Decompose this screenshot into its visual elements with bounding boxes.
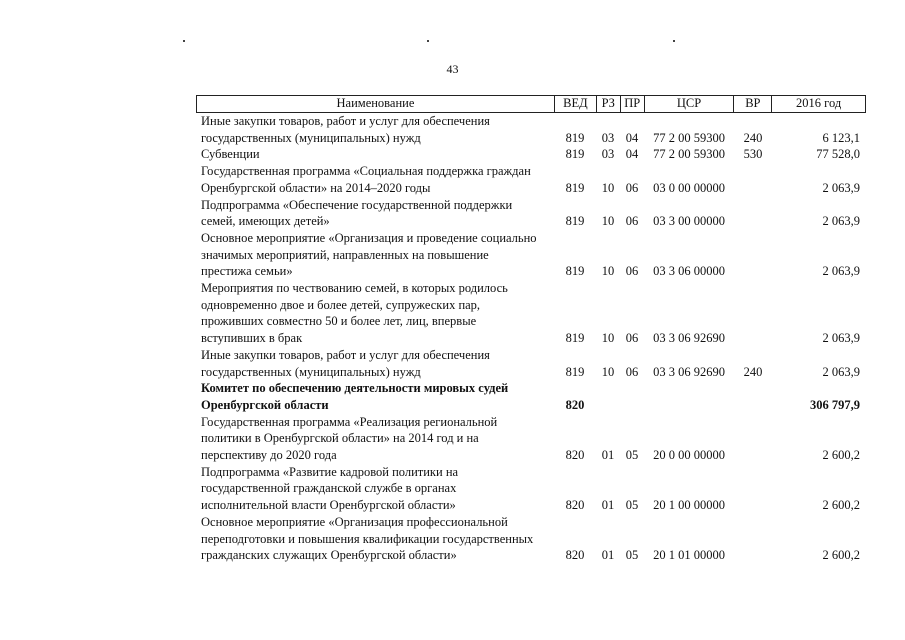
row-csr: 77 2 00 59300 — [653, 147, 725, 162]
row-csr: 03 3 06 00000 — [653, 264, 725, 279]
row-ved: 819 — [565, 130, 585, 145]
header-pr: ПР — [620, 96, 644, 112]
row-rz: 03 — [601, 130, 615, 145]
row-rz: 01 — [601, 498, 615, 513]
row-amount: 2 600,2 — [822, 548, 860, 563]
table-row — [196, 197, 866, 230]
row-csr: 03 3 00 00000 — [653, 214, 725, 229]
row-amount: 2 600,2 — [822, 448, 860, 463]
row-name: Иные закупки товаров, работ и услуг для обеспечения государственных (муниципальных) нужд — [201, 114, 490, 145]
row-name: Комитет по обеспечению деятельности мировых судей Оренбургской области — [201, 381, 509, 412]
table-row — [196, 163, 866, 196]
row-vr: 530 — [743, 147, 763, 162]
page-number: 43 — [446, 62, 459, 76]
row-amount: 2 063,9 — [822, 331, 860, 346]
header-vr: ВР — [733, 96, 771, 112]
row-vr: 240 — [743, 130, 763, 145]
row-amount: 2 063,9 — [822, 264, 860, 279]
row-name: Мероприятия по чествованию семей, в которых родилось одновременно двое и более детей, супружеских пар, проживших совместно 50 и более лет, лиц, впервые вступивших в брак — [201, 281, 508, 346]
row-rz: 10 — [601, 364, 615, 379]
row-name: Субвенции — [201, 147, 260, 162]
table-row — [196, 414, 866, 464]
header-csr: ЦСР — [644, 96, 734, 112]
row-amount: 2 600,2 — [822, 498, 860, 513]
row-amount: 6 123,1 — [822, 130, 860, 145]
row-name: Государственная программа «Социальная поддержка граждан Оренбургской области» на 2014–2020 годы — [201, 164, 531, 195]
row-rz: 10 — [601, 331, 615, 346]
row-csr: 03 3 06 92690 — [653, 331, 725, 346]
row-pr: 04 — [625, 147, 639, 162]
row-csr: 20 1 00 00000 — [653, 498, 725, 513]
row-rz: 01 — [601, 448, 615, 463]
scan-dot — [183, 40, 185, 42]
table-row — [196, 280, 866, 347]
row-pr: 06 — [625, 331, 639, 346]
row-name: Подпрограмма «Развитие кадровой политики на государственной гражданской службе в органах исполнительной власти Оренбургской области» — [201, 464, 459, 513]
table-row — [196, 347, 866, 380]
table-row — [196, 464, 866, 514]
table-row — [196, 113, 866, 146]
row-vr: 240 — [743, 364, 763, 379]
row-ved: 819 — [565, 264, 585, 279]
row-ved: 819 — [565, 364, 585, 379]
row-pr: 05 — [625, 498, 639, 513]
row-ved: 820 — [565, 448, 585, 463]
scan-dot — [673, 40, 675, 42]
row-pr: 05 — [625, 548, 639, 563]
row-amount: 2 063,9 — [822, 214, 860, 229]
row-ved: 820 — [565, 397, 585, 412]
row-pr: 06 — [625, 264, 639, 279]
table-row — [196, 146, 866, 163]
row-name: Государственная программа «Реализация региональной политики в Оренбургской области» на 2014 год и на перспективу до 2020 года — [201, 414, 498, 463]
row-pr: 05 — [625, 448, 639, 463]
row-ved: 819 — [565, 147, 585, 162]
row-amount: 2 063,9 — [822, 364, 860, 379]
scan-dot — [427, 40, 429, 42]
row-amount: 77 528,0 — [816, 147, 860, 162]
row-ved: 820 — [565, 548, 585, 563]
row-rz: 10 — [601, 180, 615, 195]
row-ved: 819 — [565, 214, 585, 229]
header-ved: ВЕД — [554, 96, 596, 112]
table-row — [196, 514, 866, 564]
table-body — [196, 113, 866, 564]
row-csr: 20 1 01 00000 — [653, 548, 725, 563]
budget-table — [196, 95, 866, 564]
row-csr: 03 0 00 00000 — [653, 180, 725, 195]
table-header — [196, 95, 866, 113]
row-rz: 01 — [601, 548, 615, 563]
header-amount: 2016 год — [771, 96, 865, 112]
row-ved: 819 — [565, 180, 585, 195]
row-csr: 03 3 06 92690 — [653, 364, 725, 379]
header-name: Наименование — [336, 96, 415, 110]
row-name: Иные закупки товаров, работ и услуг для обеспечения государственных (муниципальных) нужд — [201, 347, 490, 379]
table-row — [196, 230, 866, 280]
row-name: Основное мероприятие «Организация и проведение социально значимых мероприятий, направленных на повышение престижа семьи» — [201, 230, 537, 279]
row-name: Основное мероприятие «Организация профессиональной переподготовки и повышения квалификации государственных гражданских служащих Оренбургской области» — [201, 514, 534, 563]
row-amount: 306 797,9 — [810, 397, 860, 412]
row-pr: 04 — [625, 130, 639, 145]
row-csr: 77 2 00 59300 — [653, 130, 725, 145]
row-rz: 10 — [601, 264, 615, 279]
table-row — [196, 380, 866, 413]
row-pr: 06 — [625, 214, 639, 229]
header-rz: РЗ — [596, 96, 620, 112]
row-rz: 03 — [601, 147, 615, 162]
row-csr: 20 0 00 00000 — [653, 448, 725, 463]
row-pr: 06 — [625, 180, 639, 195]
row-pr: 06 — [625, 364, 639, 379]
row-ved: 820 — [565, 498, 585, 513]
row-amount: 2 063,9 — [822, 180, 860, 195]
row-rz: 10 — [601, 214, 615, 229]
row-name: Подпрограмма «Обеспечение государственной поддержки семей, имеющих детей» — [201, 197, 513, 229]
row-ved: 819 — [565, 331, 585, 346]
